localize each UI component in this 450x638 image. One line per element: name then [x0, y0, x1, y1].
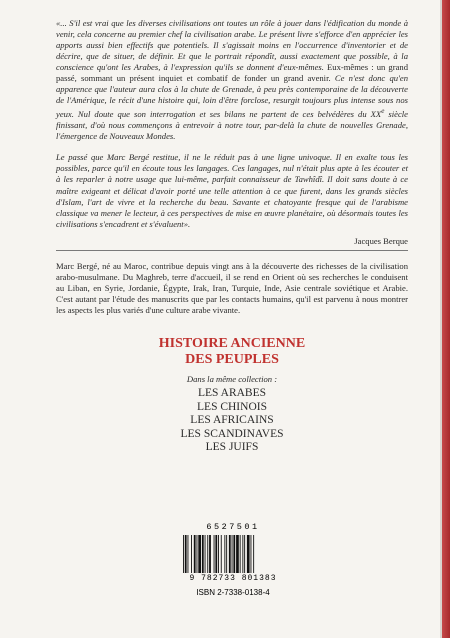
barcode-bar [202, 535, 204, 573]
collection-item: LES JUIFS [205, 441, 259, 454]
collection-item: LES SCANDINAVES [180, 427, 284, 440]
quote-paragraph-1: «... S'il est vrai que les diverses civilisations ont toutes un rôle à jouer dans l'édification du monde à venir, cela concerne au premier chef la civilisation arabe. Le présent livre s'efforce d'en apprécier les apports aussi bien effectifs que potentiels. Il s'agissait moins en l'occurrence d'inventorier et de décrire, que de situer, de définir. Et que le portrait répondît, aussi exactement que possible, à la conscience qu'ont les Arabes, à l'expression qu'ils se donnent d'eux-mêmes. Eux-mêmes : un grand passé, sommant un présent inquiet et combatif de fonder un grand avenir. Ce n'est donc qu'en apparence que l'auteur aura clos à la chute de Grenade, à peu près contemporaine de la découverte de l'Amérique, le récit d'une histoire qui, loin d'être forclose, resurgit toujours plus intense sous nos yeux. Nul doute que son interrogation et ses bilans ne partent de ces belvédères du XXe siècle finissant, d'où nous commençons à entrevoir à notre tour, par-delà la chute de nouvelles Grenade, l'émergence de Nouveaux Mondes. [56, 18, 408, 142]
barcode-bar [233, 535, 235, 573]
author-bio: Marc Bergé, né au Maroc, contribue depuis vingt ans à la découverte des richesses de la civilisation arabo-musulmane. Du Maghreb, terre d'accueil, il se rend en Orient où ses recherches le conduisent au Liban, en Syrie, Jordanie, Égypte, Irak, Iran, Turquie, Inde, Asie centrale soviétique et Arabie. C'est autant par l'étude des manuscrits que par les contacts humains, qu'il est parvenu à nous montrer les aspects les plus variés d'une culture arabe vivante. [56, 260, 408, 315]
quote-paragraph-2: Le passé que Marc Bergé restitue, il ne le réduit pas à une ligne univoque. Il en exalte tous les possibles, parce qu'il en écoute tous les langages. Ces langages, nul n'était plus apte à les écouter et à les reparler à notre usage que lui-même, parfait connaisseur de Tawhîdî. Il doit sans doute à ce maître exigeant et délicat d'avoir porté une telle attention à ce que furent, dans les grands siècles d'Islam, l'art de vivre et la recherche du beau. Savante et chatoyante fresque qui de l'arabisme classique va mener le lecteur, à ces perspectives de mise en œuvre planétaire, où désormais toutes les civilisations s'encadrent et s'évaluent». [56, 152, 408, 229]
barcode-bar [214, 535, 215, 573]
collection-item: LES AFRICAINS [190, 414, 274, 427]
series-title-line2: DES PEUPLES [185, 351, 279, 367]
spine-fold [440, 0, 442, 638]
barcode-bar [218, 535, 219, 573]
barcode-bar [197, 535, 198, 573]
barcode-bar [185, 535, 187, 573]
barcode-bar [194, 535, 196, 573]
collection-list [56, 387, 408, 455]
barcode-bar [236, 535, 239, 573]
barcode-top-number: 6527501 [206, 522, 260, 532]
spine-edge [442, 0, 450, 638]
barcode-bar [207, 535, 208, 573]
divider-line [56, 250, 408, 251]
quote-author: Jacques Berque [354, 235, 408, 246]
barcode-bar [183, 535, 184, 573]
barcode-bar [242, 535, 243, 573]
series-block [56, 336, 408, 455]
isbn-label: ISBN 2-7338-0138-4 [196, 588, 270, 597]
barcode-bar [244, 535, 245, 573]
barcode-bar [198, 535, 201, 573]
barcode-block [178, 522, 288, 597]
barcode-bar [247, 535, 250, 573]
collection-item: LES CHINOIS [197, 400, 267, 413]
barcode-bar [226, 535, 227, 573]
barcode-bar [251, 535, 252, 573]
barcode-bar [221, 535, 222, 573]
barcode-bar [215, 535, 217, 573]
barcode-bar [224, 535, 225, 573]
barcode-bar [232, 535, 233, 573]
barcode-digits: 9 782733 801383 [189, 574, 277, 583]
barcode-bar [240, 535, 241, 573]
series-title-line1: HISTOIRE ANCIENNE [158, 335, 306, 351]
barcode-bar [209, 535, 211, 573]
barcode-bar [253, 535, 254, 573]
barcode-bar [229, 535, 231, 573]
collection-item: LES ARABES [197, 386, 267, 399]
barcode-bar [191, 535, 192, 573]
barcode-bar [205, 535, 206, 573]
collection-label: Dans la même collection : [186, 373, 278, 384]
cover-text [56, 18, 408, 455]
barcode-bar [188, 535, 189, 573]
barcode-graphic [181, 535, 285, 573]
